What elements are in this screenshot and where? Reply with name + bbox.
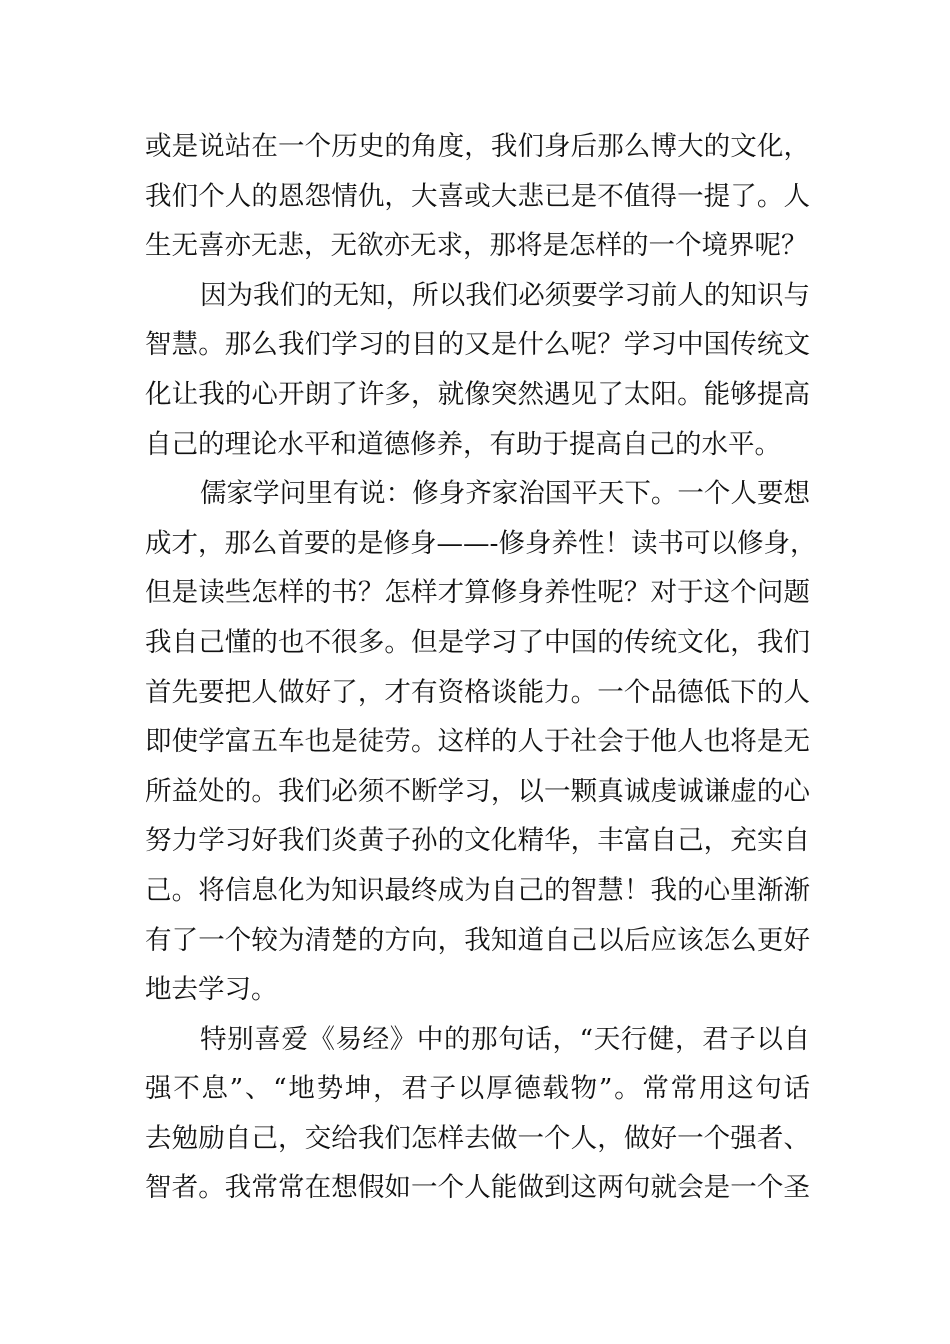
paragraph-first-line: 因为我们的无知，所以我们必须要学习前人的知识与	[200, 279, 810, 311]
text-line: 或是说站在一个历史的角度，我们身后那么博大的文化，	[145, 131, 810, 162]
text-line: 我们个人的恩怨情仇，大喜或大悲已是不值得一提了。人	[145, 180, 810, 212]
text-line: 去勉励自己，交给我们怎样去做一个人，做好一个强者、	[145, 1122, 810, 1154]
text-line: 地去学习。	[145, 974, 278, 1006]
text-line: 智慧。那么我们学习的目的又是什么呢？学习中国传统文	[145, 329, 810, 361]
text-line: 强不息”、“地势坤，君子以厚德载物”。常常用这句话	[145, 1073, 810, 1105]
body-text	[145, 122, 817, 1213]
text-line: 首先要把人做好了，才有资格谈能力。一个品德低下的人	[145, 676, 810, 708]
text-line: 智者。我常常在想假如一个人能做到这两句就会是一个圣	[145, 1172, 810, 1204]
text-line: 成才，那么首要的是修身——-修身养性！读书可以修身，	[145, 527, 817, 559]
text-line: 即使学富五车也是徒劳。这样的人于社会于他人也将是无	[145, 726, 810, 758]
paragraph-first-line: 特别喜爱《易经》中的那句话，“天行健，君子以自	[200, 1023, 810, 1055]
text-line: 己。将信息化为知识最终成为自己的智慧！我的心里渐渐	[145, 874, 810, 906]
text-line: 生无喜亦无悲，无欲亦无求，那将是怎样的一个境界呢？	[145, 230, 808, 262]
text-line: 自己的理论水平和道德修养，有助于提高自己的水平。	[145, 428, 781, 460]
text-line: 有了一个较为清楚的方向，我知道自己以后应该怎么更好	[145, 924, 810, 956]
paragraph-first-line: 儒家学问里有说：修身齐家治国平天下。一个人要想	[200, 478, 810, 510]
text-line: 我自己懂的也不很多。但是学习了中国的传统文化，我们	[145, 626, 810, 658]
text-line: 努力学习好我们炎黄子孙的文化精华，丰富自己，充实自	[145, 825, 810, 857]
text-line: 化让我的心开朗了许多，就像突然遇见了太阳。能够提高	[145, 378, 810, 410]
text-line: 所益处的。我们必须不断学习，以一颗真诚虔诚谦虚的心	[145, 775, 810, 807]
text-line: 但是读些怎样的书？怎样才算修身养性呢？对于这个问题	[145, 577, 810, 609]
